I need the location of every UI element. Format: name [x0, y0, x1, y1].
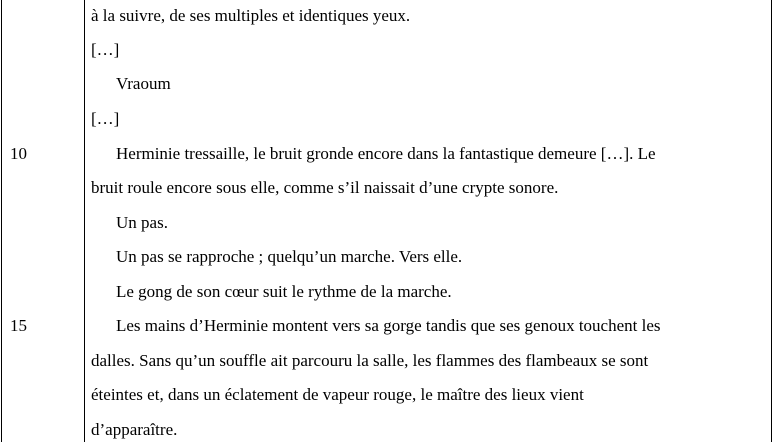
text-line: Un pas se rapproche ; quelqu’un marche. Vers elle.	[116, 247, 463, 266]
text-line: Vraoum	[116, 74, 171, 93]
text-line: éteintes et, dans un éclatement de vapeur rouge, le maître des lieux vient	[91, 385, 584, 404]
text-line: Un pas.	[116, 213, 168, 232]
text-line: […]	[91, 40, 120, 59]
line-number-divider	[84, 0, 85, 442]
text-line: […]	[91, 109, 120, 128]
text-line: dalles. Sans qu’un souffle ait parcouru la salle, les flammes des flambeaux se sont	[91, 351, 649, 370]
text-line: bruit roule encore sous elle, comme s’il naissait d’une crypte sonore.	[91, 178, 559, 197]
text-line: à la suivre, de ses multiples et identiques yeux.	[91, 6, 411, 25]
text-line: d’apparaître.	[91, 420, 178, 439]
right-border	[771, 0, 772, 442]
text-line: Herminie tressaille, le bruit gronde encore dans la fantastique demeure […]. Le	[116, 144, 656, 163]
text-line: Les mains d’Herminie montent vers sa gorge tandis que ses genoux touchent les	[116, 316, 661, 335]
line-number-15: 15	[10, 316, 27, 335]
text-line: Le gong de son cœur suit le rythme de la marche.	[116, 282, 452, 301]
left-border	[1, 0, 2, 442]
line-number-10: 10	[10, 144, 27, 163]
